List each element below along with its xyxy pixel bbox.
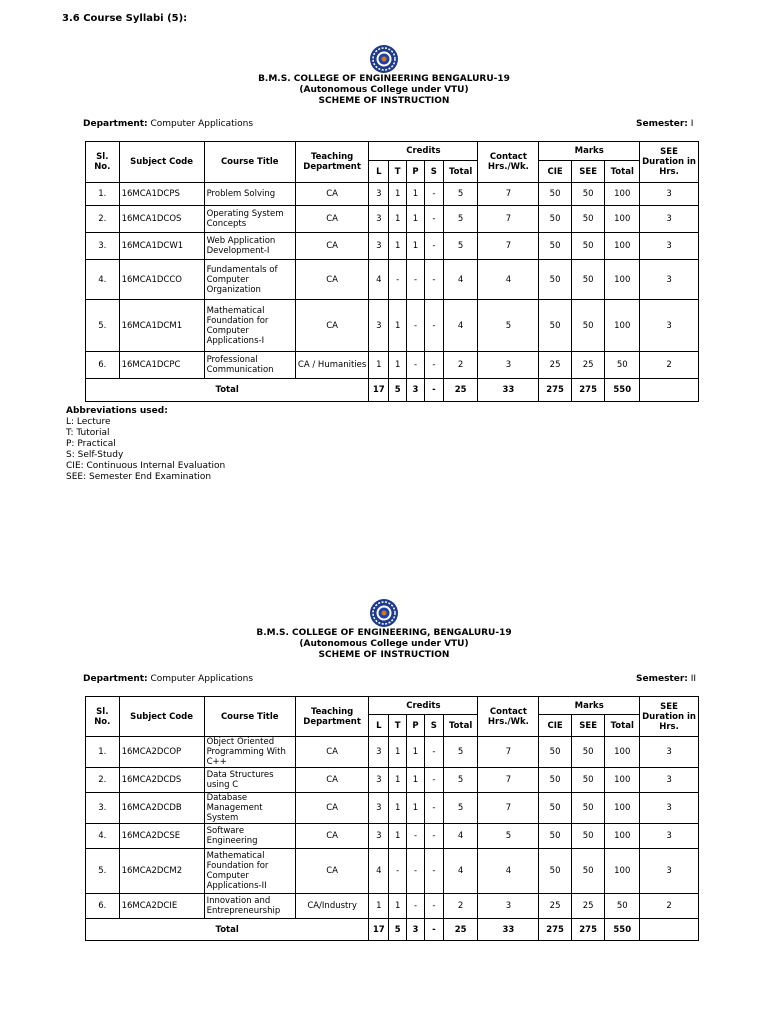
cell-see: 50 bbox=[571, 737, 605, 768]
total-mtotal: 550 bbox=[605, 919, 640, 941]
cell-see: 50 bbox=[571, 206, 605, 233]
total-cie: 275 bbox=[539, 919, 572, 941]
cell-dept: CA bbox=[295, 793, 368, 824]
cell-mtotal: 100 bbox=[605, 300, 640, 352]
cell-s: - bbox=[424, 768, 443, 793]
cell-l: 3 bbox=[369, 233, 389, 260]
cell-code: 16MCA2DCOP bbox=[119, 737, 204, 768]
cell-s: - bbox=[424, 824, 443, 849]
cell-contact: 7 bbox=[478, 793, 539, 824]
cell-title: Mathematical Foundation for Computer Applications-I bbox=[204, 300, 295, 352]
cell-contact: 4 bbox=[478, 260, 539, 300]
header-p: P bbox=[407, 715, 425, 737]
header-marks-total: Total bbox=[605, 715, 640, 737]
cell-l: 3 bbox=[369, 793, 389, 824]
header-credit-total: Total bbox=[443, 715, 478, 737]
cell-t: 1 bbox=[389, 206, 407, 233]
header-t: T bbox=[389, 715, 407, 737]
cell-p: 1 bbox=[407, 233, 425, 260]
cell-dur: 3 bbox=[640, 206, 699, 233]
cell-t: 1 bbox=[389, 824, 407, 849]
header-credits: Credits bbox=[369, 142, 478, 161]
header-marks-total: Total bbox=[605, 161, 640, 183]
header-course-title: Course Title bbox=[204, 142, 295, 183]
course-row bbox=[86, 849, 699, 894]
cell-total: 5 bbox=[443, 768, 478, 793]
semester-value: II bbox=[690, 674, 697, 684]
cell-contact: 7 bbox=[478, 233, 539, 260]
cell-cie: 50 bbox=[539, 824, 572, 849]
cell-l: 4 bbox=[369, 849, 389, 894]
cell-code: 16MCA2DCM2 bbox=[119, 849, 204, 894]
cell-t: 1 bbox=[389, 894, 407, 919]
total-see: 275 bbox=[571, 379, 605, 402]
semester-line bbox=[636, 674, 696, 684]
cell-mtotal: 50 bbox=[605, 894, 640, 919]
header-p: P bbox=[407, 161, 425, 183]
cell-title: Mathematical Foundation for Computer Applications-II bbox=[204, 849, 295, 894]
header-see: SEE bbox=[571, 715, 605, 737]
abbreviation-item: SEE: Semester End Examination bbox=[66, 472, 212, 482]
department-label: Department: bbox=[83, 674, 148, 684]
course-row bbox=[86, 206, 699, 233]
cell-dept: CA bbox=[295, 737, 368, 768]
cell-mtotal: 100 bbox=[605, 183, 640, 206]
department-value: Computer Applications bbox=[150, 674, 254, 684]
cell-mtotal: 100 bbox=[605, 737, 640, 768]
cell-title: Object Oriented Programming With C++ bbox=[204, 737, 295, 768]
abbreviations-block bbox=[66, 406, 225, 483]
cell-contact: 5 bbox=[478, 824, 539, 849]
cell-dur: 3 bbox=[640, 183, 699, 206]
abbreviation-item: T: Tutorial bbox=[66, 428, 110, 438]
cell-see: 50 bbox=[571, 849, 605, 894]
cell-total: 5 bbox=[443, 206, 478, 233]
header-see: SEE bbox=[571, 161, 605, 183]
cell-cie: 50 bbox=[539, 768, 572, 793]
cell-p: - bbox=[407, 352, 425, 379]
header-contact: Contact Hrs./Wk. bbox=[478, 142, 539, 183]
course-row bbox=[86, 768, 699, 793]
cell-p: - bbox=[407, 260, 425, 300]
cell-mtotal: 100 bbox=[605, 260, 640, 300]
cell-total: 5 bbox=[443, 183, 478, 206]
cell-s: - bbox=[424, 183, 443, 206]
cell-title: Web Application Development-I bbox=[204, 233, 295, 260]
cell-see: 25 bbox=[571, 894, 605, 919]
cell-dept: CA bbox=[295, 206, 368, 233]
total-row bbox=[86, 919, 699, 941]
cell-cie: 50 bbox=[539, 849, 572, 894]
header-credit-total: Total bbox=[443, 161, 478, 183]
cell-dur: 3 bbox=[640, 768, 699, 793]
cell-t: 1 bbox=[389, 793, 407, 824]
total-total: 25 bbox=[443, 379, 478, 402]
college-subtitle: (Autonomous College under VTU) bbox=[299, 85, 469, 95]
cell-sl: 5. bbox=[86, 849, 120, 894]
cell-code: 16MCA2DCDS bbox=[119, 768, 204, 793]
cell-code: 16MCA1DCPS bbox=[119, 183, 204, 206]
semester-line bbox=[636, 119, 693, 129]
header-see-duration: SEE Duration in Hrs. bbox=[640, 697, 699, 737]
cell-mtotal: 100 bbox=[605, 233, 640, 260]
total-see: 275 bbox=[571, 919, 605, 941]
cell-code: 16MCA1DCOS bbox=[119, 206, 204, 233]
cell-dur: 3 bbox=[640, 793, 699, 824]
cell-cie: 50 bbox=[539, 183, 572, 206]
cell-cie: 50 bbox=[539, 260, 572, 300]
cell-sl: 6. bbox=[86, 894, 120, 919]
cell-title: Operating System Concepts bbox=[204, 206, 295, 233]
cell-dur: 2 bbox=[640, 894, 699, 919]
cell-dur: 3 bbox=[640, 737, 699, 768]
cell-p: 1 bbox=[407, 793, 425, 824]
total-contact: 33 bbox=[478, 919, 539, 941]
abbreviations-heading: Abbreviations used: bbox=[66, 406, 168, 416]
cell-l: 3 bbox=[369, 183, 389, 206]
department-line bbox=[83, 119, 253, 129]
course-row bbox=[86, 352, 699, 379]
department-value: Computer Applications bbox=[150, 119, 254, 129]
cell-cie: 50 bbox=[539, 300, 572, 352]
total-t: 5 bbox=[389, 919, 407, 941]
header-cie: CIE bbox=[539, 161, 572, 183]
college-subtitle: (Autonomous College under VTU) bbox=[299, 639, 469, 649]
header-course-title: Course Title bbox=[204, 697, 295, 737]
header-s: S bbox=[424, 715, 443, 737]
total-dur bbox=[640, 919, 699, 941]
header-l: L bbox=[369, 715, 389, 737]
header-subject-code: Subject Code bbox=[119, 142, 204, 183]
cell-p: - bbox=[407, 300, 425, 352]
cell-dur: 3 bbox=[640, 824, 699, 849]
cell-code: 16MCA2DCDB bbox=[119, 793, 204, 824]
total-p: 3 bbox=[407, 919, 425, 941]
course-row bbox=[86, 894, 699, 919]
cell-see: 50 bbox=[571, 768, 605, 793]
header-sl-no: Sl. No. bbox=[86, 142, 120, 183]
header-marks: Marks bbox=[539, 142, 640, 161]
cell-mtotal: 100 bbox=[605, 206, 640, 233]
header-subject-code: Subject Code bbox=[119, 697, 204, 737]
cell-cie: 25 bbox=[539, 352, 572, 379]
cell-l: 3 bbox=[369, 824, 389, 849]
cell-t: 1 bbox=[389, 352, 407, 379]
cell-p: 1 bbox=[407, 737, 425, 768]
cell-l: 4 bbox=[369, 260, 389, 300]
header-marks: Marks bbox=[539, 697, 640, 715]
total-s: - bbox=[424, 919, 443, 941]
cell-see: 50 bbox=[571, 183, 605, 206]
cell-see: 25 bbox=[571, 352, 605, 379]
cell-dept: CA/Industry bbox=[295, 894, 368, 919]
department-line bbox=[83, 674, 253, 684]
cell-dept: CA bbox=[295, 233, 368, 260]
cell-dept: CA bbox=[295, 824, 368, 849]
cell-s: - bbox=[424, 737, 443, 768]
cell-dept: CA bbox=[295, 183, 368, 206]
cell-dept: CA bbox=[295, 849, 368, 894]
cell-sl: 2. bbox=[86, 206, 120, 233]
cell-total: 4 bbox=[443, 849, 478, 894]
cell-see: 50 bbox=[571, 793, 605, 824]
cell-s: - bbox=[424, 233, 443, 260]
cell-mtotal: 100 bbox=[605, 768, 640, 793]
cell-total: 5 bbox=[443, 793, 478, 824]
cell-t: - bbox=[389, 849, 407, 894]
cell-contact: 5 bbox=[478, 300, 539, 352]
cell-contact: 4 bbox=[478, 849, 539, 894]
cell-code: 16MCA1DCCO bbox=[119, 260, 204, 300]
cell-dur: 2 bbox=[640, 352, 699, 379]
cell-sl: 1. bbox=[86, 183, 120, 206]
total-label: Total bbox=[86, 379, 369, 402]
total-l: 17 bbox=[369, 919, 389, 941]
semester-label: Semester: bbox=[636, 674, 688, 684]
cell-sl: 5. bbox=[86, 300, 120, 352]
cell-p: - bbox=[407, 894, 425, 919]
cell-total: 4 bbox=[443, 824, 478, 849]
header-see-duration: SEE Duration in Hrs. bbox=[640, 142, 699, 183]
total-dur bbox=[640, 379, 699, 402]
cell-sl: 4. bbox=[86, 824, 120, 849]
cell-p: - bbox=[407, 824, 425, 849]
college-logo-icon bbox=[369, 598, 399, 628]
cell-l: 3 bbox=[369, 768, 389, 793]
abbreviation-item: P: Practical bbox=[66, 439, 116, 449]
cell-l: 3 bbox=[369, 737, 389, 768]
cell-dept: CA bbox=[295, 300, 368, 352]
cell-t: - bbox=[389, 260, 407, 300]
cell-p: 1 bbox=[407, 768, 425, 793]
cell-mtotal: 100 bbox=[605, 824, 640, 849]
cell-title: Fundamentals of Computer Organization bbox=[204, 260, 295, 300]
cell-dept: CA bbox=[295, 768, 368, 793]
header-t: T bbox=[389, 161, 407, 183]
cell-mtotal: 50 bbox=[605, 352, 640, 379]
cell-t: 1 bbox=[389, 737, 407, 768]
cell-l: 1 bbox=[369, 894, 389, 919]
cell-sl: 3. bbox=[86, 233, 120, 260]
total-cie: 275 bbox=[539, 379, 572, 402]
cell-sl: 6. bbox=[86, 352, 120, 379]
cell-p: 1 bbox=[407, 206, 425, 233]
course-row bbox=[86, 233, 699, 260]
cell-contact: 7 bbox=[478, 737, 539, 768]
cell-s: - bbox=[424, 793, 443, 824]
cell-dept: CA / Humanities bbox=[295, 352, 368, 379]
cell-contact: 7 bbox=[478, 183, 539, 206]
course-row bbox=[86, 300, 699, 352]
cell-contact: 7 bbox=[478, 206, 539, 233]
course-row bbox=[86, 793, 699, 824]
cell-total: 2 bbox=[443, 352, 478, 379]
header-teaching-department: Teaching Department bbox=[295, 142, 368, 183]
cell-code: 16MCA1DCPC bbox=[119, 352, 204, 379]
cell-p: - bbox=[407, 849, 425, 894]
cell-s: - bbox=[424, 894, 443, 919]
header-contact: Contact Hrs./Wk. bbox=[478, 697, 539, 737]
course-row bbox=[86, 183, 699, 206]
total-p: 3 bbox=[407, 379, 425, 402]
cell-code: 16MCA1DCW1 bbox=[119, 233, 204, 260]
cell-cie: 50 bbox=[539, 737, 572, 768]
cell-total: 4 bbox=[443, 300, 478, 352]
cell-contact: 3 bbox=[478, 352, 539, 379]
cell-title: Professional Communication bbox=[204, 352, 295, 379]
cell-mtotal: 100 bbox=[605, 849, 640, 894]
header-credits: Credits bbox=[369, 697, 478, 715]
cell-cie: 25 bbox=[539, 894, 572, 919]
cell-title: Software Engineering bbox=[204, 824, 295, 849]
cell-cie: 50 bbox=[539, 206, 572, 233]
cell-p: 1 bbox=[407, 183, 425, 206]
total-mtotal: 550 bbox=[605, 379, 640, 402]
cell-t: 1 bbox=[389, 300, 407, 352]
header-teaching-department: Teaching Department bbox=[295, 697, 368, 737]
cell-cie: 50 bbox=[539, 793, 572, 824]
department-label: Department: bbox=[83, 119, 148, 129]
cell-code: 16MCA1DCM1 bbox=[119, 300, 204, 352]
cell-t: 1 bbox=[389, 233, 407, 260]
scheme-table-semester-2 bbox=[85, 696, 699, 941]
cell-l: 3 bbox=[369, 300, 389, 352]
cell-sl: 3. bbox=[86, 793, 120, 824]
scheme-title: SCHEME OF INSTRUCTION bbox=[318, 96, 450, 106]
cell-mtotal: 100 bbox=[605, 793, 640, 824]
cell-sl: 2. bbox=[86, 768, 120, 793]
total-l: 17 bbox=[369, 379, 389, 402]
cell-s: - bbox=[424, 300, 443, 352]
cell-sl: 4. bbox=[86, 260, 120, 300]
college-name: B.M.S. COLLEGE OF ENGINEERING BENGALURU-19 bbox=[258, 74, 510, 84]
semester-label: Semester: bbox=[636, 119, 688, 129]
college-name: B.M.S. COLLEGE OF ENGINEERING, BENGALURU-19 bbox=[256, 628, 512, 638]
cell-title: Database Management System bbox=[204, 793, 295, 824]
cell-total: 5 bbox=[443, 737, 478, 768]
cell-see: 50 bbox=[571, 824, 605, 849]
cell-title: Problem Solving bbox=[204, 183, 295, 206]
scheme-title: SCHEME OF INSTRUCTION bbox=[318, 650, 450, 660]
cell-s: - bbox=[424, 206, 443, 233]
course-row bbox=[86, 824, 699, 849]
cell-code: 16MCA2DCSE bbox=[119, 824, 204, 849]
cell-title: Innovation and Entrepreneurship bbox=[204, 894, 295, 919]
cell-total: 5 bbox=[443, 233, 478, 260]
cell-dur: 3 bbox=[640, 233, 699, 260]
total-s: - bbox=[424, 379, 443, 402]
cell-sl: 1. bbox=[86, 737, 120, 768]
cell-dur: 3 bbox=[640, 260, 699, 300]
course-row bbox=[86, 737, 699, 768]
cell-t: 1 bbox=[389, 183, 407, 206]
cell-contact: 3 bbox=[478, 894, 539, 919]
cell-code: 16MCA2DCIE bbox=[119, 894, 204, 919]
cell-dur: 3 bbox=[640, 300, 699, 352]
semester-value: I bbox=[690, 119, 694, 129]
total-label: Total bbox=[86, 919, 369, 941]
cell-dept: CA bbox=[295, 260, 368, 300]
abbreviation-item: CIE: Continuous Internal Evaluation bbox=[66, 461, 226, 471]
cell-contact: 7 bbox=[478, 768, 539, 793]
abbreviation-item: S: Self-Study bbox=[66, 450, 124, 460]
course-row bbox=[86, 260, 699, 300]
abbreviation-item: L: Lecture bbox=[66, 417, 111, 427]
cell-l: 1 bbox=[369, 352, 389, 379]
cell-see: 50 bbox=[571, 260, 605, 300]
cell-t: 1 bbox=[389, 768, 407, 793]
cell-see: 50 bbox=[571, 300, 605, 352]
college-logo-icon bbox=[369, 44, 399, 74]
header-l: L bbox=[369, 161, 389, 183]
header-s: S bbox=[424, 161, 443, 183]
cell-s: - bbox=[424, 849, 443, 894]
cell-s: - bbox=[424, 260, 443, 300]
cell-total: 2 bbox=[443, 894, 478, 919]
total-total: 25 bbox=[443, 919, 478, 941]
cell-s: - bbox=[424, 352, 443, 379]
total-contact: 33 bbox=[478, 379, 539, 402]
cell-dur: 3 bbox=[640, 849, 699, 894]
total-row bbox=[86, 379, 699, 402]
cell-l: 3 bbox=[369, 206, 389, 233]
section-title: 3.6 Course Syllabi (5): bbox=[62, 13, 188, 24]
scheme-table-semester-1 bbox=[85, 141, 699, 402]
header-sl-no: Sl. No. bbox=[86, 697, 120, 737]
cell-see: 50 bbox=[571, 233, 605, 260]
header-cie: CIE bbox=[539, 715, 572, 737]
cell-title: Data Structures using C bbox=[204, 768, 295, 793]
cell-total: 4 bbox=[443, 260, 478, 300]
cell-cie: 50 bbox=[539, 233, 572, 260]
total-t: 5 bbox=[389, 379, 407, 402]
